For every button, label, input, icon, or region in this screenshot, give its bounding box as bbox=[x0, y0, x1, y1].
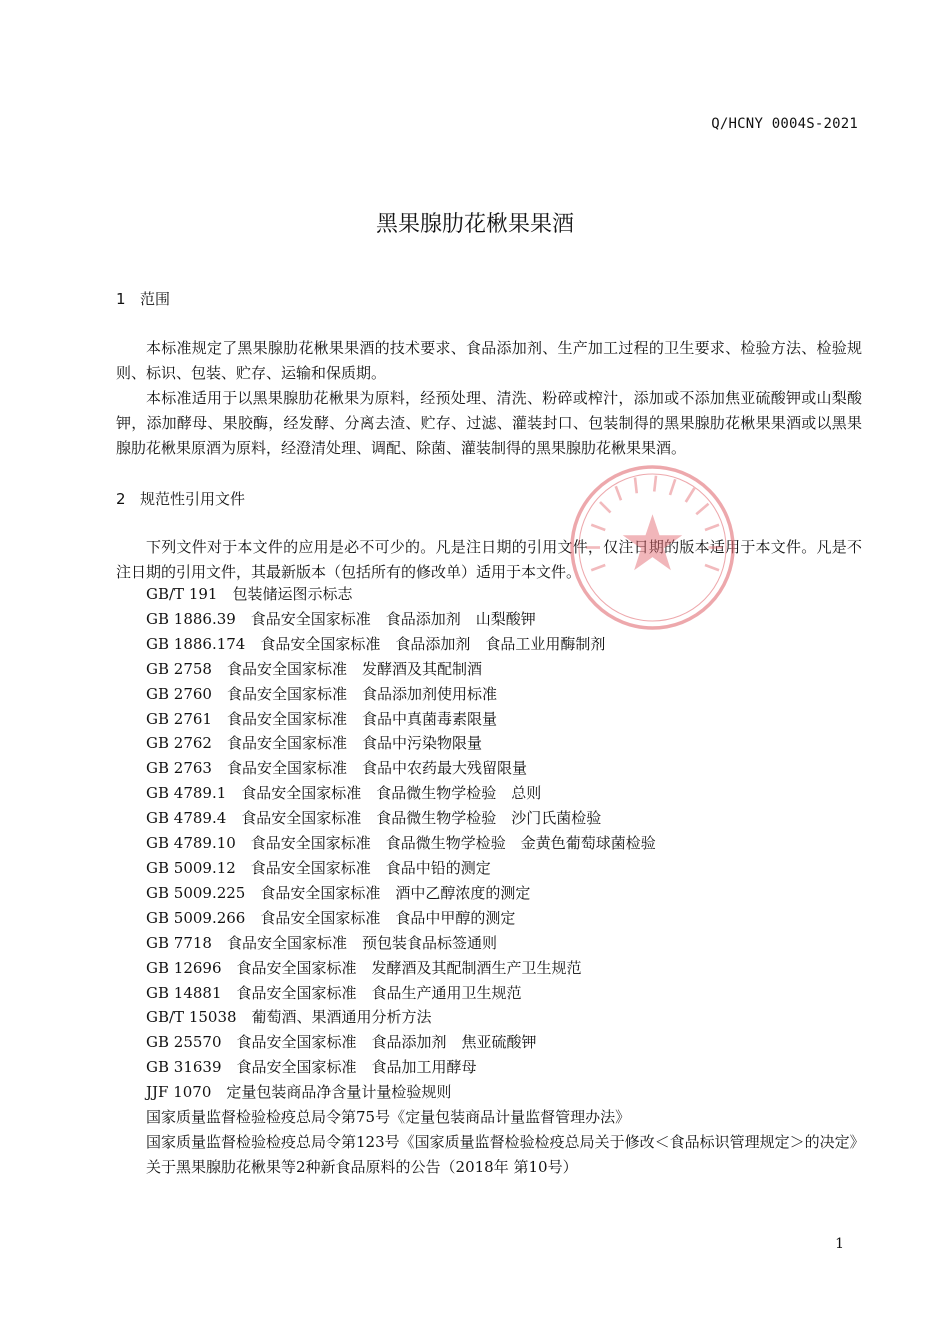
section-1-heading bbox=[116, 288, 170, 309]
reference-item: GB 4789.4 食品安全国家标准 食品微生物学检验 沙门氏菌检验 bbox=[146, 809, 602, 828]
reference-item: GB/T 15038 葡萄酒、果酒通用分析方法 bbox=[146, 1008, 432, 1027]
reference-item: GB 2763 食品安全国家标准 食品中农药最大残留限量 bbox=[146, 759, 527, 778]
standard-code: Q/HCNY 0004S-2021 bbox=[711, 116, 858, 132]
reference-item: 关于黑果腺肋花楸果等2种新食品原料的公告（2018年 第10号） bbox=[146, 1157, 578, 1176]
section-2-intro: 下列文件对于本文件的应用是必不可少的。凡是注日期的引用文件，仅注日期的版本适用于本文件。凡是不注日期的引用文件，其最新版本（包括所有的修改单）适用于本文件。 bbox=[116, 538, 862, 581]
reference-item: GB 4789.10 食品安全国家标准 食品微生物学检验 金黄色葡萄球菌检验 bbox=[146, 834, 656, 853]
reference-item: GB 2760 食品安全国家标准 食品添加剂使用标准 bbox=[146, 684, 497, 703]
reference-item: GB 2761 食品安全国家标准 食品中真菌毒素限量 bbox=[146, 709, 497, 728]
reference-item: GB 5009.266 食品安全国家标准 食品中甲醇的测定 bbox=[146, 908, 516, 927]
document-title: 黑果腺肋花楸果果酒 bbox=[375, 212, 574, 237]
reference-item: GB 25570 食品安全国家标准 食品添加剂 焦亚硫酸钾 bbox=[146, 1033, 537, 1052]
reference-item: GB 2762 食品安全国家标准 食品中污染物限量 bbox=[146, 734, 482, 753]
reference-item: GB 2758 食品安全国家标准 发酵酒及其配制酒 bbox=[146, 659, 482, 678]
section-1-number: 1 bbox=[116, 290, 126, 308]
reference-item: 国家质量监督检验检疫总局令第123号《国家质量监督检验检疫总局关于修改＜食品标识管理规定＞的决定》 bbox=[146, 1132, 865, 1151]
reference-item: GB 5009.225 食品安全国家标准 酒中乙醇浓度的测定 bbox=[146, 883, 531, 902]
reference-item: 国家质量监督检验检疫总局令第75号《定量包装商品计量监督管理办法》 bbox=[146, 1108, 631, 1127]
section-2-heading bbox=[116, 488, 245, 509]
section-1-paragraph-2: 本标准适用于以黑果腺肋花楸果为原料，经预处理、清洗、粉碎或榨汁，添加或不添加焦亚硫酸钾或山梨酸钾，添加酵母、果胶酶，经发酵、分离去渣、贮存、过滤、灌装封口、包装制得的黑果腺肋花楸果果酒或以黑果腺肋花楸果原酒为原料，经澄清处理、调配、除菌、灌装制得的黑果腺肋花楸果果酒。 bbox=[116, 389, 862, 457]
section-1-paragraph-1: 本标准规定了黑果腺肋花楸果果酒的技术要求、食品添加剂、生产加工过程的卫生要求、检验方法、检验规则、标识、包装、贮存、运输和保质期。 bbox=[116, 339, 862, 382]
reference-item: GB 14881 食品安全国家标准 食品生产通用卫生规范 bbox=[146, 983, 522, 1002]
reference-item: GB 7718 食品安全国家标准 预包装食品标签通则 bbox=[146, 933, 497, 952]
reference-item: GB 1886.39 食品安全国家标准 食品添加剂 山梨酸钾 bbox=[146, 609, 536, 628]
section-1-title: 范围 bbox=[140, 290, 171, 308]
reference-item: JJF 1070 定量包装商品净含量计量检验规则 bbox=[146, 1083, 452, 1102]
official-seal-stamp bbox=[565, 460, 740, 635]
reference-item: GB 4789.1 食品安全国家标准 食品微生物学检验 总则 bbox=[146, 784, 542, 803]
section-2-title: 规范性引用文件 bbox=[140, 490, 246, 508]
reference-item: GB 12696 食品安全国家标准 发酵酒及其配制酒生产卫生规范 bbox=[146, 958, 582, 977]
reference-item: GB 31639 食品安全国家标准 食品加工用酵母 bbox=[146, 1058, 477, 1077]
page-number: 1 bbox=[835, 1236, 844, 1252]
section-2-number: 2 bbox=[116, 490, 126, 508]
reference-item: GB/T 191 包装储运图示标志 bbox=[146, 585, 353, 603]
reference-item: GB 1886.174 食品安全国家标准 食品添加剂 食品工业用酶制剂 bbox=[146, 634, 606, 653]
reference-item: GB 5009.12 食品安全国家标准 食品中铅的测定 bbox=[146, 858, 491, 877]
reference-list bbox=[116, 582, 865, 1180]
